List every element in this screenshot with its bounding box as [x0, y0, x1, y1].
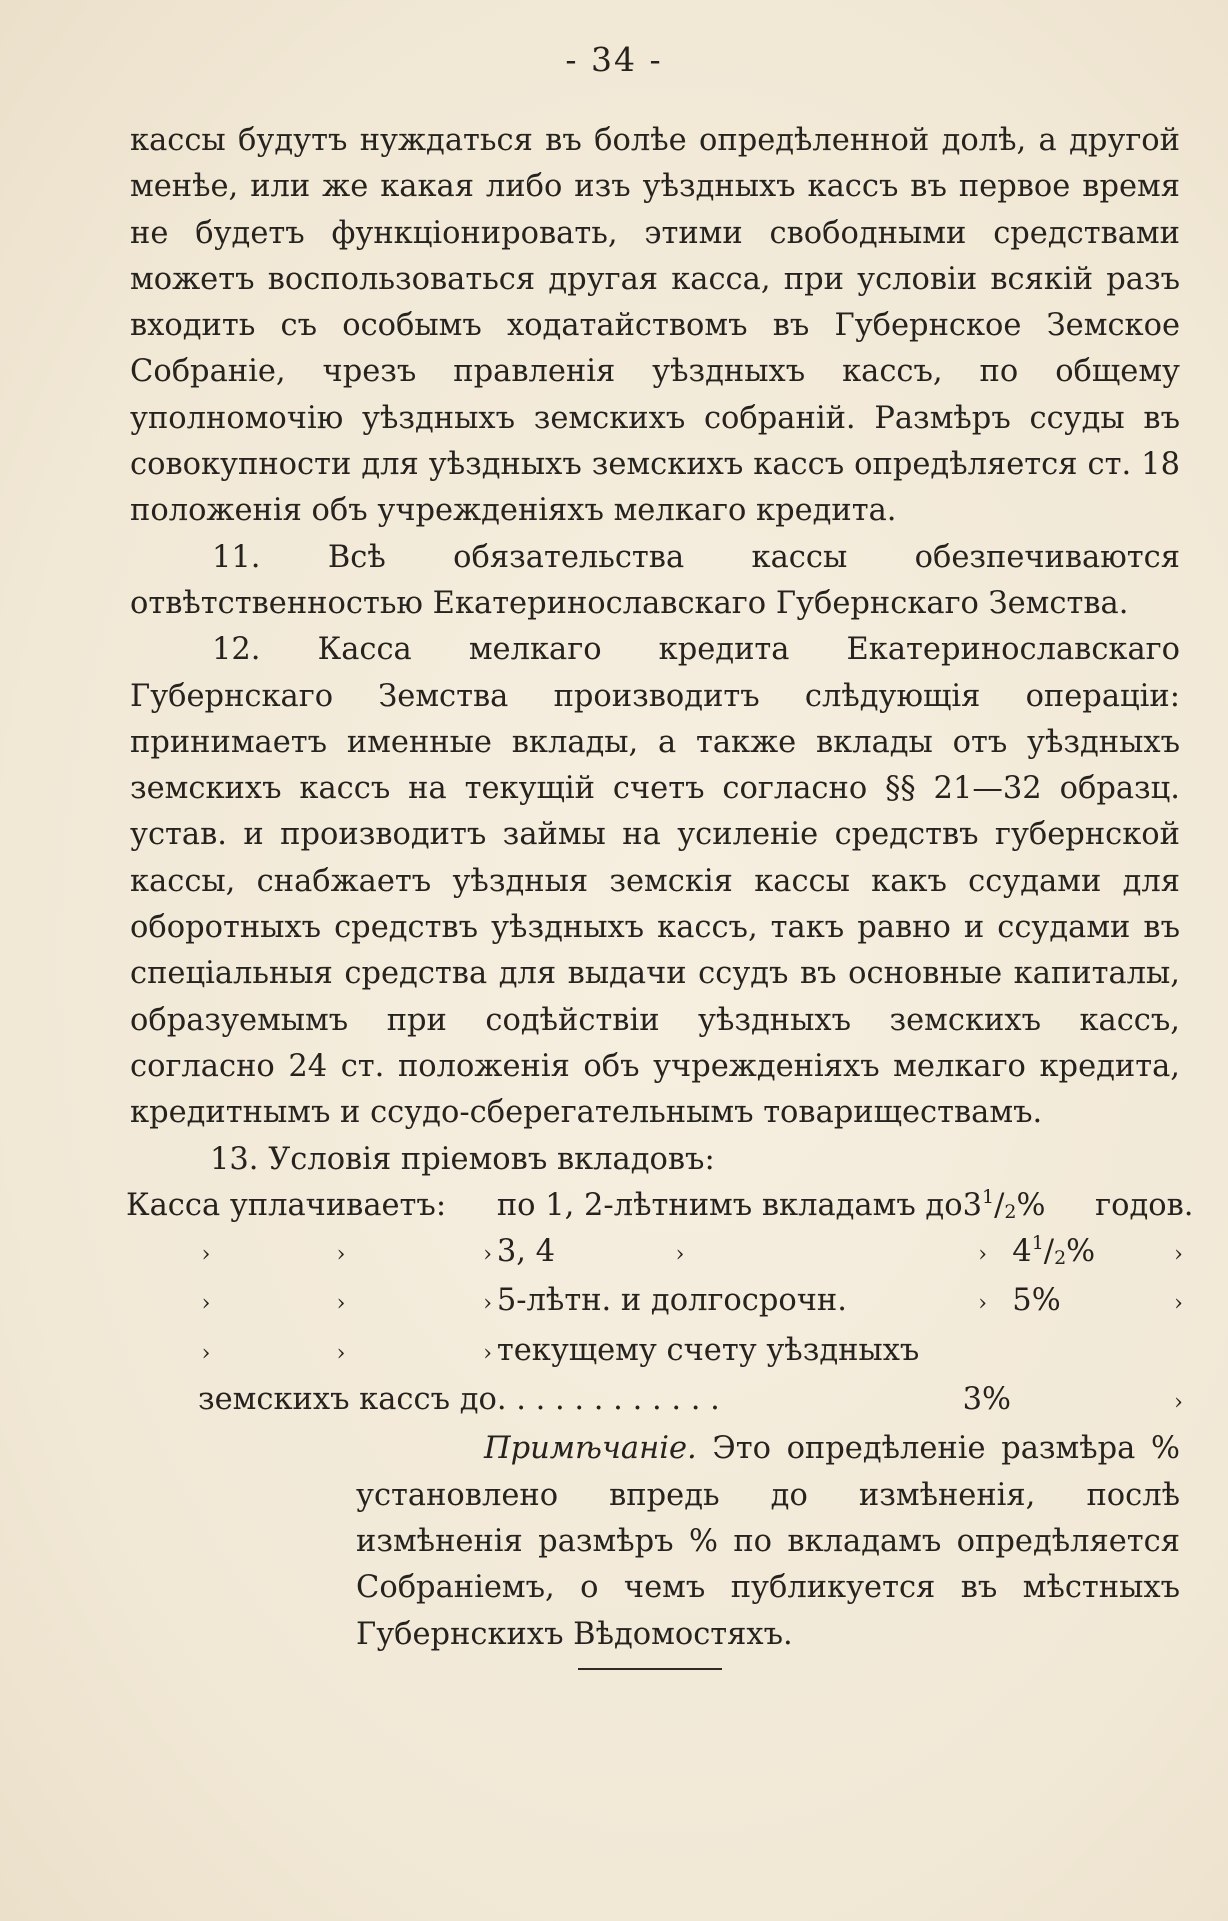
rate-term: текущему счету уѣздныхъ	[496, 1332, 920, 1368]
rate-unit: годов.	[1095, 1187, 1194, 1223]
rate-term-continued: земскихъ кассъ до	[198, 1382, 497, 1418]
ditto-mark: ›	[1174, 1291, 1183, 1317]
rate-row	[126, 1229, 1194, 1278]
rate-row	[126, 1278, 1194, 1327]
note-paragraph	[356, 1426, 1180, 1657]
paragraph-12: 12. Касса мелкаго кредита Екатеринославскаго Губернскаго Земства производитъ слѣдующія операціи: принимаетъ именные вклады, а также вклады отъ уѣздныхъ земскихъ кассъ на текущій счетъ согласно §§ 21—32 образц. устав. и производитъ займы на усиленіе средствъ губернской кассы, снабжаетъ уѣздныя земскія кассы какъ ссудами для оборотныхъ средствъ уѣздныхъ кассъ, такъ равно и ссудами въ спеціальныя средства для выдачи ссудъ въ основные капиталы, образуемымъ при содѣйствіи уѣздныхъ земскихъ кассъ, согласно 24 ст. положенія объ учрежденіяхъ мелкаго кредита, кредитнымъ и ссудо-сберегательнымъ товариществамъ.	[130, 632, 1180, 1131]
paragraph-13-heading: 13. Условія пріемовъ вкладовъ:	[210, 1141, 715, 1177]
rate-term: по 1, 2-лѣтнимъ вкладамъ до	[496, 1187, 963, 1223]
ditto-marks: › › ›	[201, 1340, 492, 1366]
ditto-marks: › › ›	[201, 1242, 492, 1268]
closing-rule	[578, 1668, 722, 1670]
leader-dots: . . . . . . . . . . . .	[496, 1382, 720, 1418]
rates-label: Касса уплачиваетъ:	[126, 1187, 447, 1223]
rate-term: 3, 4 ›	[496, 1234, 685, 1270]
ditto-marks: › › ›	[201, 1291, 492, 1317]
rate-percent: $3^1/_2\%$	[962, 1185, 1046, 1223]
paragraph-continuation: кассы будутъ нуждаться въ болѣе опредѣленной долѣ, а другой менѣе, или же какая либо изъ уѣздныхъ кассъ въ первое время не будетъ функціонировать, этими свободными средствами можетъ воспользоваться другая касса, при условіи всякій разъ входить съ особымъ ходатайствомъ въ Губернское Земское Собраніе, чрезъ правленія уѣздныхъ кассъ, по общему уполномочію уѣздныхъ земскихъ собраній. Размѣръ ссуды въ совокупности для уѣздныхъ земскихъ кассъ опредѣляется ст. 18 положенія объ учрежденіяхъ мелкаго кредита.	[130, 123, 1180, 529]
note-text: Это опредѣленіе размѣра % установлено впредь до измѣненія, послѣ измѣненія размѣръ % по вкладамъ опредѣляется Собраніемъ, о чемъ публикуется въ мѣстныхъ Губернскихъ Вѣдомостяхъ.	[356, 1431, 1180, 1652]
rate-row	[126, 1183, 1194, 1229]
ditto-mark: ›	[1174, 1390, 1183, 1416]
rate-percent: › 5%	[978, 1283, 1061, 1319]
note-block	[130, 1426, 1180, 1657]
rate-percent: › $4^1/_2\%$	[978, 1232, 1096, 1270]
page-number: - 34 -	[565, 40, 663, 79]
rate-percent: 3%	[962, 1382, 1011, 1418]
note-title: Примѣчаніе.	[484, 1431, 697, 1467]
ditto-mark: ›	[1174, 1242, 1183, 1268]
rate-row	[126, 1377, 1194, 1426]
rate-row	[126, 1328, 1194, 1377]
body-text	[126, 118, 1194, 1658]
deposit-rates-table	[126, 1183, 1194, 1426]
paragraph-11: 11. Всѣ обязательства кассы обезпечиваются отвѣтственностью Екатеринославскаго Губернскаго Земства.	[130, 539, 1180, 621]
rate-term: 5-лѣтн. и долгосрочн.	[496, 1283, 847, 1319]
